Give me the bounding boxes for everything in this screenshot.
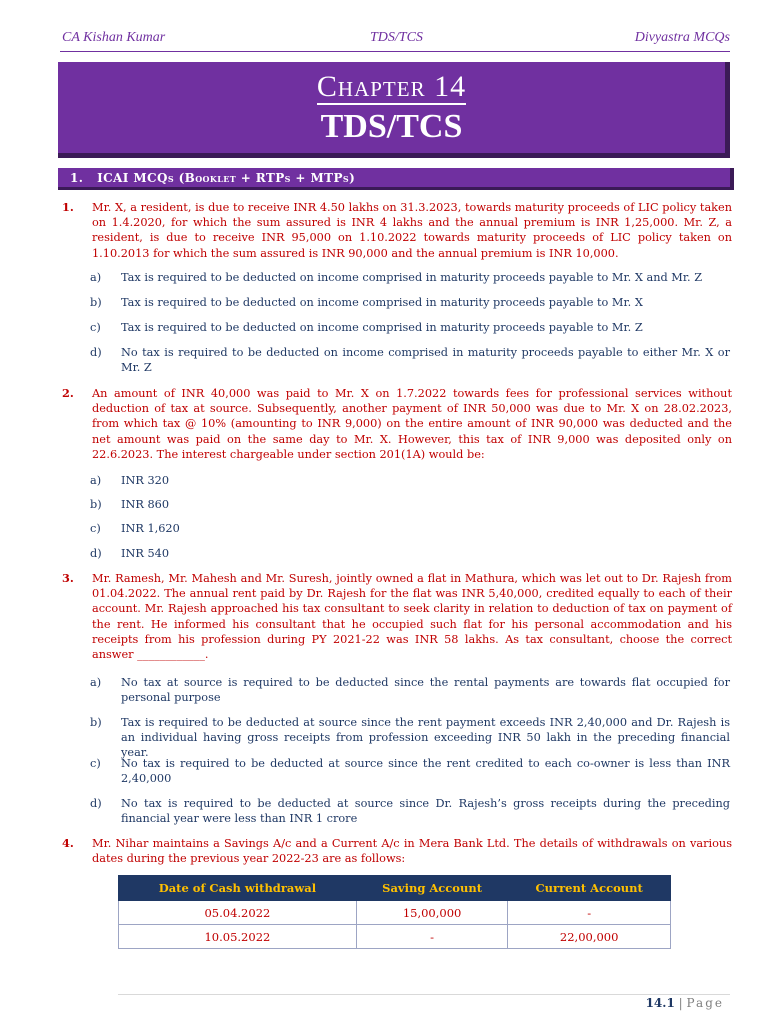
option-label: c): [90, 321, 101, 334]
question-text: Mr. X, a resident, is due to receive INR 4.50 lakhs on 31.3.2023, towards maturity proceeds of LIC policy taken on 1.4.2020, for which the sum assured is INR 4 lakhs and the annual premium is INR 1,25,000. Mr. Z, a resident, is due to receive INR 95,000 on 1.10.2022 towards maturity proceeds of LIC policy taken on 1.10.2013 for which the sum assured is INR 90,000 and the annual premium is INR 10,000.: [92, 201, 732, 260]
footer-divider: [118, 994, 730, 995]
table-cell: -: [356, 925, 508, 949]
header-author: CA Kishan Kumar: [62, 30, 166, 45]
section-number: 1.: [70, 171, 84, 185]
question-number: 4.: [62, 836, 74, 850]
column-header: Saving Account: [356, 876, 508, 901]
option-label: b): [90, 498, 102, 511]
running-header: [62, 30, 730, 50]
question-text: Mr. Ramesh, Mr. Mahesh and Mr. Suresh, jointly owned a flat in Mathura, which was let out to Dr. Rajesh from 01.04.2022. The annual rent paid by Dr. Rajesh for the flat was INR 5,40,000, credited equally to each of their account. Mr. Rajesh approached his tax consultant to seek clarity in relation to deduction of tax on payment of the rent. He informed his consultant that he occupied such flat for his personal accommodation and his receipts from his profession during PY 2021-22 was INR 58 lakhs. As tax consultant, choose the correct answer ____________.: [92, 572, 732, 662]
page-number: 14.1: [645, 996, 675, 1010]
header-divider: [60, 51, 730, 52]
option-text: Tax is required to be deducted on income comprised in maturity proceeds payable to Mr. X: [121, 296, 643, 309]
option-text: No tax is required to be deducted at source since Dr. Rajesh’s gross receipts during the preceding financial year were less than INR 1 crore: [121, 797, 730, 826]
option-label: b): [90, 296, 102, 309]
page-footer: [646, 996, 724, 1010]
option-label: d): [90, 547, 102, 560]
table-row: [119, 901, 671, 925]
page-separator: |: [678, 996, 683, 1010]
chapter-label: Chapter 14: [316, 70, 467, 103]
chapter-banner: [58, 62, 730, 158]
option-text: Tax is required to be deducted on income comprised in maturity proceeds payable to Mr. Z: [121, 321, 643, 334]
option-text: Tax is required to be deducted at source since the rent payment exceeds INR 2,40,000 and Dr. Rajesh is an individual having gross receipts from profession exceeding INR 50 lakh in the preceding financial year.: [121, 716, 730, 760]
column-header: Current Account: [508, 876, 671, 901]
question-number: 2.: [62, 386, 74, 400]
table-row: [119, 925, 671, 949]
option-label: c): [90, 757, 101, 770]
table-cell: 10.05.2022: [119, 925, 357, 949]
table-cell: 15,00,000: [356, 901, 508, 925]
option-label: d): [90, 346, 102, 359]
table-header-row: [119, 876, 671, 901]
option-text: INR 540: [121, 547, 170, 560]
header-topic: TDS/TCS: [370, 30, 423, 45]
table-cell: -: [508, 901, 671, 925]
table-cell: 05.04.2022: [119, 901, 357, 925]
question-number: 1.: [62, 200, 74, 214]
question-text: Mr. Nihar maintains a Savings A/c and a Current A/c in Mera Bank Ltd. The details of withdrawals on various dates during the previous year 2022-23 are as follows:: [92, 837, 732, 866]
option-label: a): [90, 676, 102, 689]
option-text: No tax at source is required to be deducted since the rental payments are towards flat occupied for personal purpose: [121, 676, 730, 705]
option-label: d): [90, 797, 102, 810]
chapter-title: TDS/TCS: [320, 108, 463, 145]
table-cell: 22,00,000: [508, 925, 671, 949]
question-number: 3.: [62, 571, 74, 585]
option-text: INR 320: [121, 474, 170, 487]
option-text: INR 860: [121, 498, 170, 511]
column-header: Date of Cash withdrawal: [119, 876, 357, 901]
option-text: No tax is required to be deducted on income comprised in maturity proceeds payable to either Mr. X or Mr. Z: [121, 346, 730, 375]
withdrawals-table: [118, 875, 671, 949]
section-header: [58, 168, 734, 190]
chapter-heading: [58, 70, 725, 104]
option-text: INR 1,620: [121, 522, 180, 535]
option-text: Tax is required to be deducted on income comprised in maturity proceeds payable to Mr. X and Mr. Z: [121, 271, 703, 284]
page-word: Page: [686, 996, 724, 1010]
question-text: An amount of INR 40,000 was paid to Mr. X on 1.7.2022 towards fees for professional services without deduction of tax at source. Subsequently, another payment of INR 50,000 was due to Mr. X on 28.02.2023, from which tax @ 10% (amounting to INR 9,000) on the entire amount of INR 90,000 was deducted and the net amount was paid on the same day to Mr. X. However, this tax of INR 9,000 was deposited only on 22.6.2023. The interest chargeable under section 201(1A) would be:: [92, 387, 732, 461]
option-label: a): [90, 271, 102, 284]
option-label: c): [90, 522, 101, 535]
option-text: No tax is required to be deducted at source since the rent credited to each co-owner is less than INR 2,40,000: [121, 757, 730, 786]
option-label: b): [90, 716, 102, 729]
header-series: Divyastra MCQs: [634, 30, 730, 45]
section-title: ICAI MCQs (Booklet + RTPs + MTPs): [97, 171, 356, 185]
option-label: a): [90, 474, 102, 487]
